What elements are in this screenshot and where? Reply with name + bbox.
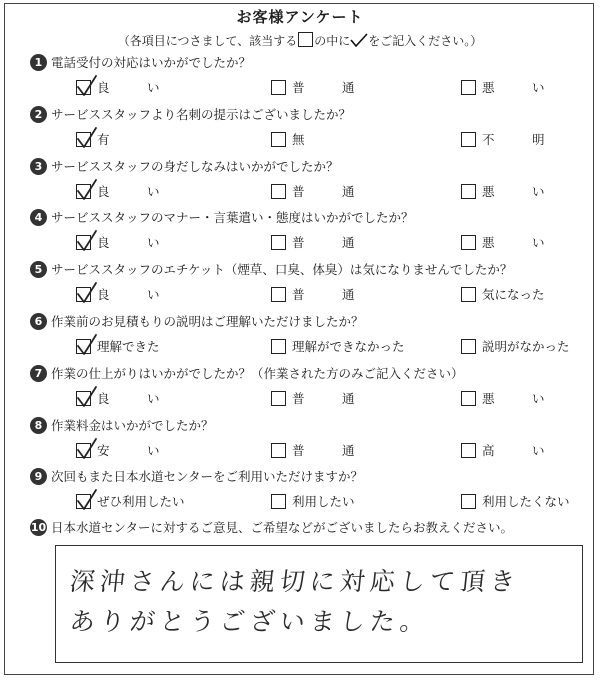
question-2-option-2[interactable] <box>271 129 305 149</box>
checkbox[interactable] <box>271 443 286 458</box>
question-5-option-2[interactable] <box>271 284 355 304</box>
option-label: 悪 い <box>482 80 545 95</box>
question-8-option-1[interactable] <box>76 440 160 460</box>
question-4 <box>30 207 414 227</box>
checkbox[interactable] <box>461 339 476 354</box>
question-5-option-1[interactable] <box>76 284 160 304</box>
question-2 <box>30 104 351 124</box>
question-number-badge: 3 <box>30 158 47 175</box>
question-text: 日本水道センターに対するご意見、ご希望などがございましたらお教えください。 <box>51 520 514 535</box>
option-label: 良 い <box>97 235 160 250</box>
option-label: 無 <box>292 132 305 147</box>
question-1-option-3[interactable] <box>461 77 545 97</box>
checkbox[interactable] <box>271 184 286 199</box>
checked-checkbox[interactable] <box>76 132 91 147</box>
question-9-option-3[interactable] <box>461 491 570 511</box>
option-label: 普 通 <box>292 80 355 95</box>
page-title: お客様アンケート <box>236 8 364 26</box>
option-label: 不 明 <box>482 132 545 147</box>
question-5-option-3[interactable] <box>461 284 545 304</box>
instruction-text-2: の中に <box>314 34 351 48</box>
option-label: 利用したくない <box>482 494 570 509</box>
question-1-option-2[interactable] <box>271 77 355 97</box>
question-6-option-1[interactable] <box>76 336 160 356</box>
question-7-option-2[interactable] <box>271 388 355 408</box>
question-7 <box>30 363 464 383</box>
question-text: 電話受付の対応はいかがでしたか？ <box>51 55 252 70</box>
option-label: 有 <box>97 132 110 147</box>
question-8-option-3[interactable] <box>461 440 545 460</box>
comment-handwriting-line-2: ありがとうございました。 <box>68 607 432 636</box>
question-6 <box>30 311 364 331</box>
question-6-option-2[interactable] <box>271 336 405 356</box>
checked-checkbox[interactable] <box>76 80 91 95</box>
question-text: 作業の仕上がりはいかがでしたか？（作業された方のみご記入ください） <box>51 366 464 381</box>
checkbox[interactable] <box>271 132 286 147</box>
checkbox[interactable] <box>461 287 476 302</box>
checkbox[interactable] <box>271 287 286 302</box>
checkbox[interactable] <box>461 443 476 458</box>
checkbox[interactable] <box>461 80 476 95</box>
question-3-option-2[interactable] <box>271 181 355 201</box>
option-label: 良 い <box>97 80 160 95</box>
option-label: 理解できた <box>97 339 160 354</box>
checked-checkbox[interactable] <box>76 391 91 406</box>
instruction-line <box>0 32 600 49</box>
question-9-option-1[interactable] <box>76 491 185 511</box>
question-4-option-3[interactable] <box>461 232 545 252</box>
question-2-option-1[interactable] <box>76 129 110 149</box>
checkbox[interactable] <box>271 391 286 406</box>
instruction-text-1: （各項目につさまして、該当する <box>117 34 298 48</box>
option-label: 普 通 <box>292 287 355 302</box>
question-8 <box>30 415 214 435</box>
question-number-badge: 4 <box>30 209 47 226</box>
question-7-option-1[interactable] <box>76 388 160 408</box>
question-1-option-1[interactable] <box>76 77 160 97</box>
question-number-badge: 5 <box>30 261 47 278</box>
question-number-badge: 6 <box>30 313 47 330</box>
question-8-option-2[interactable] <box>271 440 355 460</box>
option-label: 普 通 <box>292 184 355 199</box>
question-9 <box>30 466 363 486</box>
option-label: 高 い <box>482 443 545 458</box>
checked-checkbox[interactable] <box>76 494 91 509</box>
question-6-option-3[interactable] <box>461 336 570 356</box>
option-label: 気になった <box>482 287 545 302</box>
question-number-badge: 2 <box>30 106 47 123</box>
question-number-badge: 8 <box>30 417 47 434</box>
option-label: 悪 い <box>482 184 545 199</box>
checkbox[interactable] <box>461 184 476 199</box>
question-number-badge: 1 <box>30 54 47 71</box>
question-number-badge: 10 <box>30 520 47 534</box>
question-3-option-1[interactable] <box>76 181 160 201</box>
checkbox[interactable] <box>271 235 286 250</box>
option-label: 普 通 <box>292 235 355 250</box>
checkbox[interactable] <box>271 339 286 354</box>
checkbox[interactable] <box>271 80 286 95</box>
question-5 <box>30 259 512 279</box>
option-label: ぜひ利用したい <box>97 494 185 509</box>
checkmark-sample-icon <box>350 33 368 47</box>
instruction-text-3: をご記入ください。） <box>368 34 483 48</box>
checkbox[interactable] <box>461 235 476 250</box>
checkbox[interactable] <box>461 494 476 509</box>
question-text: 作業料金はいかがでしたか？ <box>51 418 214 433</box>
option-label: 説明がなかった <box>482 339 570 354</box>
question-number-badge: 9 <box>30 468 47 485</box>
checked-checkbox[interactable] <box>76 287 91 302</box>
question-text: サービススタッフより名刺の提示はございましたか？ <box>51 107 352 122</box>
question-4-option-1[interactable] <box>76 232 160 252</box>
question-4-option-2[interactable] <box>271 232 355 252</box>
question-number-badge: 7 <box>30 365 47 382</box>
question-1 <box>30 52 251 72</box>
checked-checkbox[interactable] <box>76 339 91 354</box>
question-2-option-3[interactable] <box>461 129 545 149</box>
option-label: 利用したい <box>292 494 355 509</box>
option-label: 悪 い <box>482 235 545 250</box>
checkbox[interactable] <box>461 132 476 147</box>
checked-checkbox[interactable] <box>76 184 91 199</box>
question-text: サービススタッフの身だしなみはいかがでしたか？ <box>51 159 339 174</box>
checked-checkbox[interactable] <box>76 443 91 458</box>
checkbox-sample-icon <box>298 32 313 47</box>
question-9-option-2[interactable] <box>271 491 355 511</box>
question-text: 次回もまた日本水道センターをご利用いただけますか？ <box>51 469 364 484</box>
checked-checkbox[interactable] <box>76 235 91 250</box>
question-3 <box>30 156 339 176</box>
option-label: 普 通 <box>292 391 355 406</box>
question-7-option-3[interactable] <box>461 388 545 408</box>
question-3-option-3[interactable] <box>461 181 545 201</box>
option-label: 安 い <box>97 443 160 458</box>
option-label: 普 通 <box>292 443 355 458</box>
question-text: 作業前のお見積もりの説明はご理解いただけましたか？ <box>51 314 364 329</box>
checkbox[interactable] <box>461 391 476 406</box>
option-label: 理解ができなかった <box>292 339 405 354</box>
option-label: 良 い <box>97 287 160 302</box>
question-text: サービススタッフのマナー・言葉遣い・態度はいかがでしたか？ <box>51 210 414 225</box>
comment-box[interactable] <box>55 545 583 663</box>
question-10 <box>30 517 513 537</box>
question-text: サービススタッフのエチケット（煙草、口臭、体臭）は気になりませんでしたか？ <box>51 262 513 277</box>
option-label: 悪 い <box>482 391 545 406</box>
option-label: 良 い <box>97 184 160 199</box>
checkbox[interactable] <box>271 494 286 509</box>
option-label: 良 い <box>97 391 160 406</box>
comment-handwriting-line-1: 深沖さんには親切に対応して頂き <box>68 567 522 596</box>
